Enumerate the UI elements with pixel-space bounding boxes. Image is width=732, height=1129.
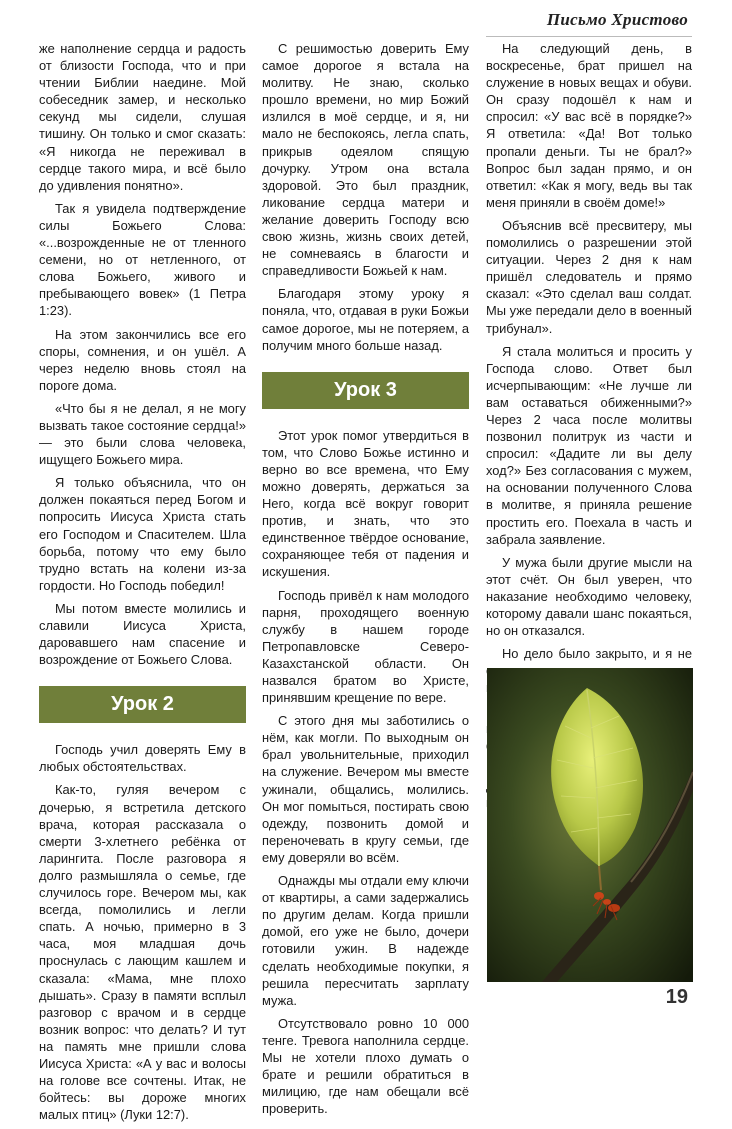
paragraph: У мужа были другие мысли на этот счёт. Он был уверен, что наказание необходимо человеку, которому давали шанс покаяться, но он отказался. <box>486 554 692 639</box>
paragraph: С решимостью доверить Ему самое дорогое я встала на молитву. Не знаю, сколько прошло времени, но мир Божий излился в моё сердце, и я, ни мало не беспокоясь, легла спать, прикрыв одеялом спящую дочурку. Утром она встала здоровой. Это был праздник, ликование сердца матери и желание доверить Господу всю свою жизнь, жизнь своих детей, не сомневаясь в благости и справедливости Божьей к нам. <box>262 41 469 279</box>
leaf-ant-photo <box>487 668 693 982</box>
paragraph: Я только объяснила, что он должен покаяться перед Богом и попросить Иисуса Христа стать его Господом и Спасителем. Шла борьба, потому что ему было трудно встать на колени из-за гордости. Но Господь победил! <box>39 475 246 593</box>
paragraph: Мы потом вместе молились и славили Иисуса Христа, даровавшего нам спасение и возрождение от Божьего Слова. <box>39 600 246 668</box>
text-column-2 <box>262 40 469 1123</box>
running-header-title: Письмо Христово <box>546 10 688 29</box>
paragraph: Я стала молиться и просить у Господа слово. Ответ был исчерпывающим: «Не лучше ли вам оставаться обиженными?» Через 2 часа после молитвы позвонил политрук из части и спросил: «Дадите ли вы делу ход?» Без согласования с мужем, на основании полученного Слова в молитве, я приняла решение простить его. Поехала в часть и забрала заявление. <box>486 343 692 547</box>
page-number: 19 <box>665 986 688 1008</box>
lesson-3-heading: Урок 3 <box>262 372 469 409</box>
paragraph: На следующий день, в воскресенье, брат пришел на служение в новых вещах и обуви. Он сразу подошёл к нам и спросил: «У вас всё в порядке?» Я ответила: «Да! Вот только пропали деньги. Ты не брал?» Вопрос был задан прямо, и он ответил: «Как я могу, ведь вы так меня приняли в своём доме!» <box>486 41 692 210</box>
paragraph: Объяснив всё пресвитеру, мы помолились о разрешении этой ситуации. Через 2 дня к нам пришёл следователь и прямо сказал: «Это сделал ваш солдат. Мы уже передали дело в военный трибунал». <box>486 217 692 336</box>
paragraph: Господь учил доверять Ему в любых обстоятельствах. <box>39 742 246 775</box>
paragraph: Отсутствовало ровно 10 000 тенге. Тревога наполнила сердце. Мы не хотели плохо думать о брате и решили обратиться в милицию, где нам обещали всё проверить. <box>262 1015 469 1117</box>
paragraph: Так я увидела подтверждение силы Божьего Слова: «...возрожденные не от тленного семени, но от нетленного, от слова Божьего, живого и пребывающего вовек» (1 Петра 1:23). <box>39 200 246 319</box>
paragraph: На этом закончились все его споры, сомнения, и он ушёл. А через неделю вновь стоял на пороге дома. <box>39 326 246 393</box>
text-column-1 <box>39 40 246 1129</box>
paragraph: Господь привёл к нам молодого парня, проходящего военную службу в нашем городе Петропавловске Северо-Казахстанской области. Он назвался братом во Христе, принявшим крещение по вере. <box>262 587 469 706</box>
paragraph: же наполнение сердца и радость от близости Господа, что и при чтении Библии наедине. Мой собеседник замер, и несколько секунд мы сидели, слушая тишину. Он только и смог сказать: «Я никогда не переживал в сердце такого мира, и всё было до удивления понятно». <box>39 41 246 193</box>
paragraph: Этот урок помог утвердиться в том, что Слово Божье истинно и верно во все времена, что Ему можно доверять, держаться за Него, когда всё вокруг говорит против, и знать, что это единственное твёрдое основание, сохраняющее тебя от падения и искушения. <box>262 427 469 580</box>
lesson-2-heading: Урок 2 <box>39 686 246 723</box>
paragraph: Как-то, гуляя вечером с дочерью, я встретила детского врача, которая рассказала о смерти 3-хлетнего ребёнка от ларингита. После разговора я долго размышляла о семье, где случилось горе. Вечером мы, как всегда, помолились и легли спать. А ночью, примерно в 3 часа, моя младшая дочь проснулась с лающим кашлем и сказала: «Мама, мне плохо дышать». Сразу в памяти всплыл разговор с врачом и в сердце возник вопрос: что делать? И тут на память мне пришли слова Иисуса Христа: «А у вас и волосы на голове все сочтены. Итак, не бойтесь: вы дороже многих малых птиц» (Луки 12:7). <box>39 782 246 1123</box>
paragraph: «Что бы я не делал, я не могу вызвать такое состояние сердца!» — это были слова человека, ищущего Божьего мира. <box>39 400 246 468</box>
paragraph: С этого дня мы заботились о нём, как могли. По выходным он брал увольнительные, приходил на служение. Вечером мы вместе ужинали, общались, молились. Он мог помыться, постирать свою одежду, позвонить домой и переночевать в кругу семьи, где ему доверяли во всём. <box>262 713 469 865</box>
paragraph: Но дело было закрыто, и я не <box>502 646 692 662</box>
paragraph: Благодаря этому уроку я поняла, что, отдавая в руки Божьи самое дорогое, мы не потеряем, а получим много больше назад. <box>262 286 469 353</box>
paragraph: Однажды мы отдали ему ключи от квартиры, а сами задержались по другим делам. Когда пришли домой, его уже не было, дочери готовили ужин. В надежде сделать необходимые покупки, я решила пересчитать зарплату мужа. <box>262 873 469 1008</box>
header-rule <box>486 36 692 37</box>
